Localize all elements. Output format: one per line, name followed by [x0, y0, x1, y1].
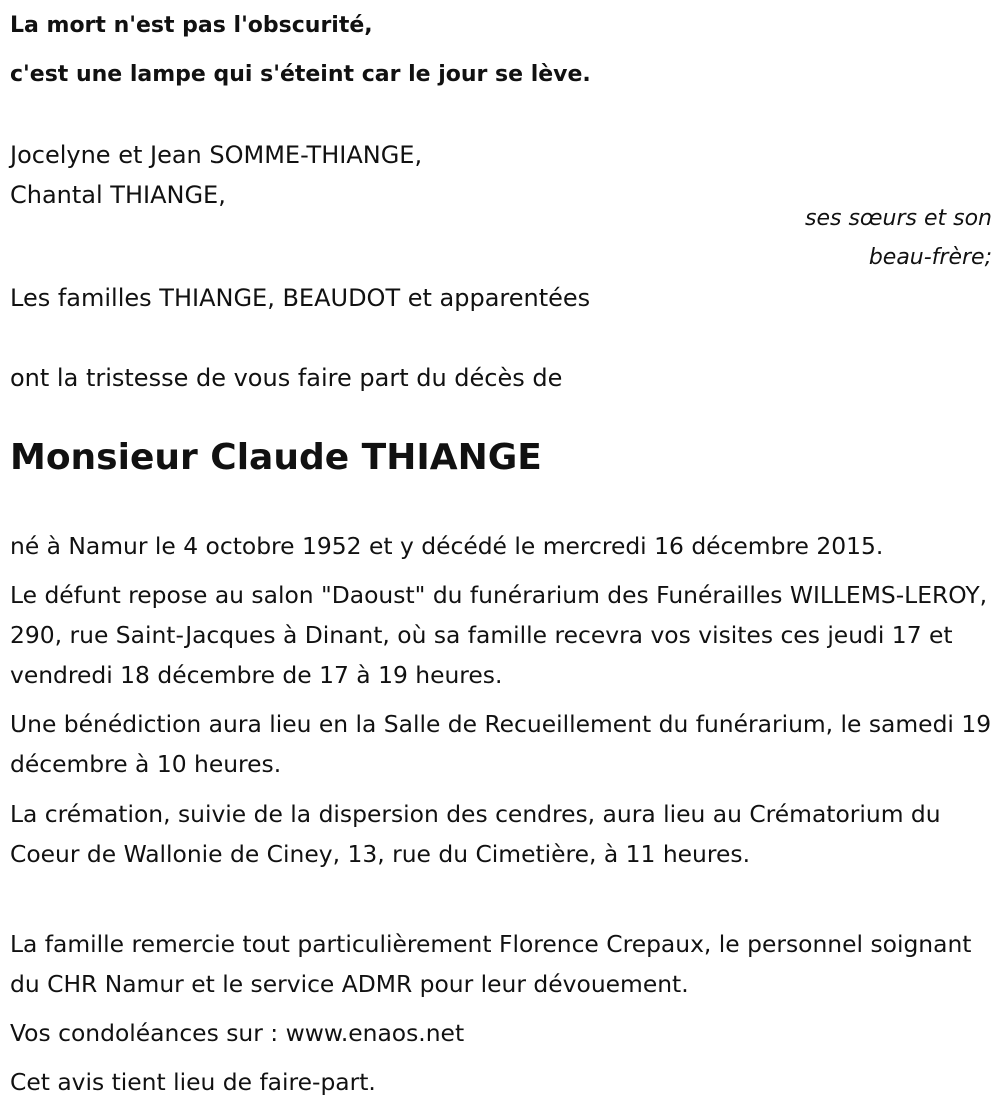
relation-line-2: beau-frère;	[868, 245, 992, 270]
announcement-text: ont la tristesse de vous faire part du décès de	[10, 364, 563, 392]
paragraph-condolences: Vos condoléances sur : www.enaos.net	[10, 1019, 465, 1047]
quote-line-1: La mort n'est pas l'obscurité,	[10, 13, 373, 38]
paragraph-notice: Cet avis tient lieu de faire-part.	[10, 1068, 376, 1096]
quote-line-2: c'est une lampe qui s'éteint car le jour se lève.	[10, 62, 591, 87]
paragraph-thanks: La famille remercie tout particulièrement Florence Crepaux, le personnel soignant du CHR Namur et le service ADMR pour leur dévouement.	[10, 930, 972, 998]
relation-line-1: ses sœurs et son	[805, 206, 992, 231]
paragraph-birth-death: né à Namur le 4 octobre 1952 et y décédé le mercredi 16 décembre 2015.	[10, 532, 884, 560]
deceased-name: Monsieur Claude THIANGE	[10, 437, 542, 478]
paragraph-viewing: Le défunt repose au salon "Daoust" du funérarium des Funérailles WILLEMS-LEROY, 290, rue Saint-Jacques à Dinant, où sa famille recevra vos visites ces jeudi 17 et vendredi 18 décembre de 17 à 19 heures.	[10, 581, 988, 689]
family-line-1: Jocelyne et Jean SOMME-THIANGE,	[10, 141, 423, 169]
family-line-3: Les familles THIANGE, BEAUDOT et apparentées	[10, 284, 591, 312]
paragraph-cremation: La crémation, suivie de la dispersion des cendres, aura lieu au Crématorium du Coeur de Wallonie de Ciney, 13, rue du Cimetière, à 11 heures.	[10, 800, 941, 868]
family-line-2: Chantal THIANGE,	[10, 181, 226, 209]
paragraph-blessing: Une bénédiction aura lieu en la Salle de Recueillement du funérarium, le samedi 19 décembre à 10 heures.	[10, 710, 992, 778]
